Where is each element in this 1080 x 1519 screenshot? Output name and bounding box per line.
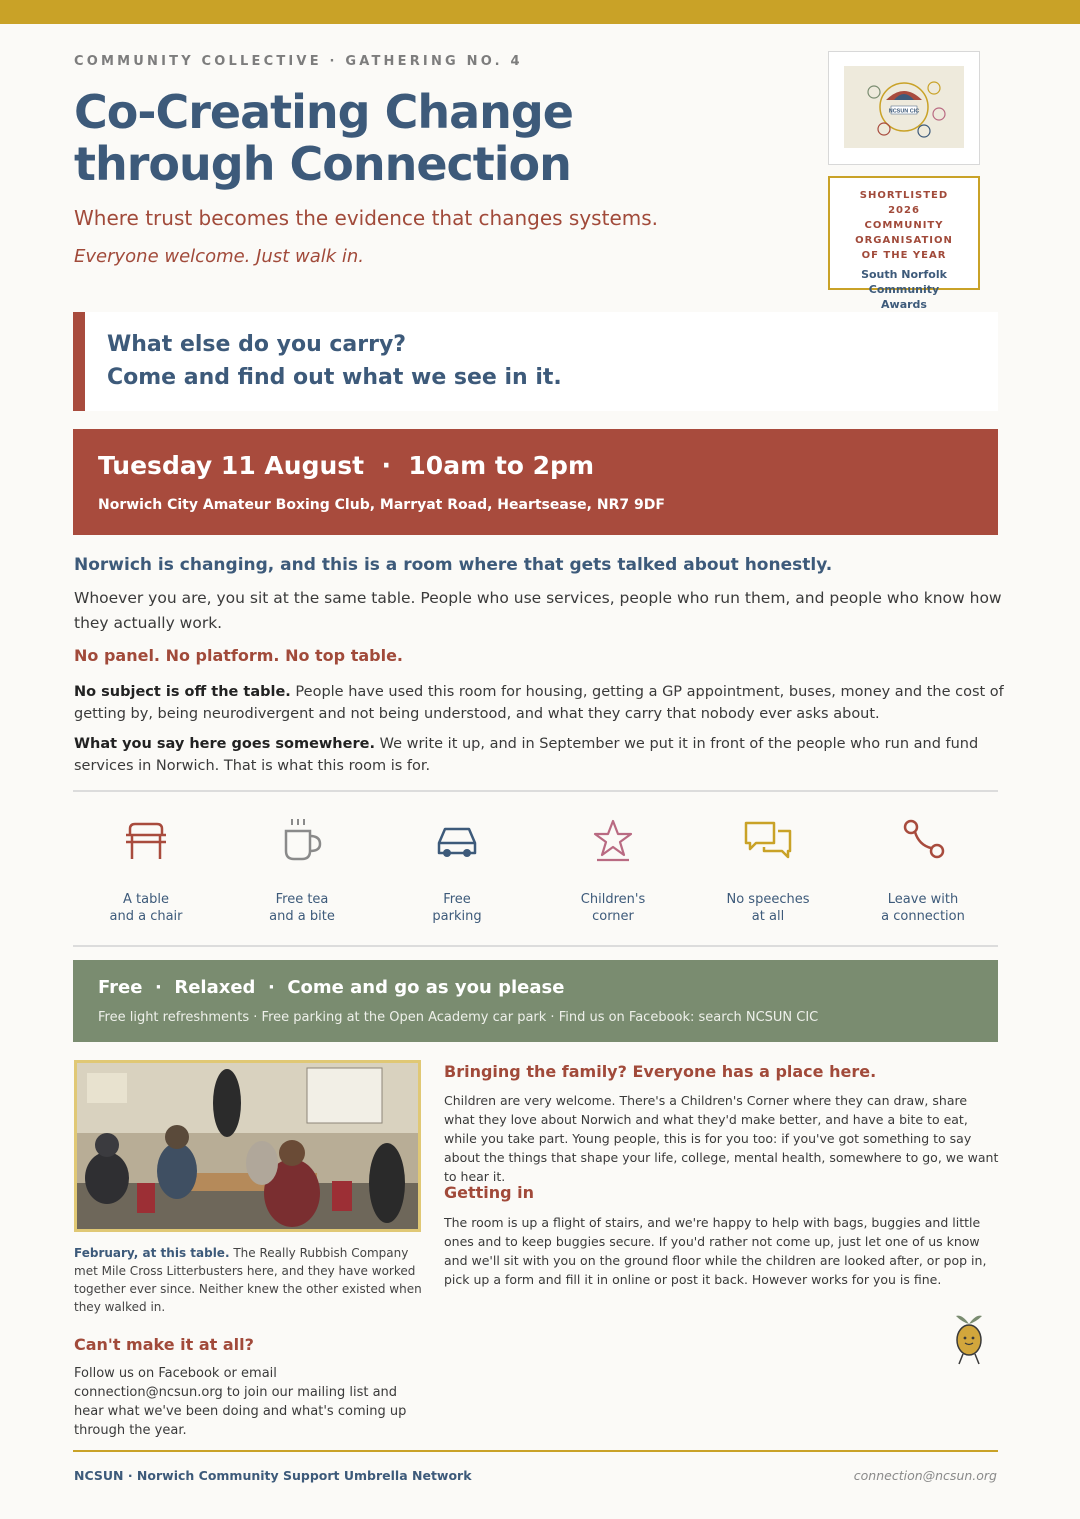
footer-org-name: NCSUN · Norwich Community Support Umbrella Network (74, 1468, 472, 1483)
no-subject-text: People have used this room for housing, getting a GP appointment, buses, money and the cost of getting by, being neurodivergent and not being understood, and what they carry that nobody ever asks about. (74, 684, 1004, 722)
car-icon (433, 815, 481, 863)
getting-in-heading: Getting in (444, 1183, 535, 1202)
connection-icon (899, 815, 947, 863)
speech-bubbles-icon (742, 815, 794, 863)
footer-email[interactable]: connection@ncsun.org (853, 1468, 997, 1483)
star-icon (589, 815, 637, 863)
logo-text: NCSUN CIC (888, 108, 920, 115)
award-name: South Norfolk Community Awards (861, 268, 947, 311)
family-heading: Bringing the family? Everyone has a place here. (444, 1062, 877, 1081)
feature-table (68, 815, 224, 925)
cant-make-text: Follow us on Facebook or email connection@ncsun.org to join our mailing list and hear what we've been doing and what's coming up through the year. (74, 1366, 407, 1438)
top-accent-bar (0, 0, 1080, 24)
event-details-banner (73, 429, 998, 535)
ncsun-logo (828, 51, 980, 165)
goes-somewhere-paragraph (74, 733, 1009, 777)
feature-label: No speeches at all (726, 892, 810, 924)
table-icon (122, 815, 170, 863)
goes-somewhere-bold: What you say here goes somewhere. (74, 736, 375, 752)
callout-box (73, 312, 998, 411)
photo-illustration (77, 1063, 418, 1229)
award-title: SHORTLISTED 2026 COMMUNITY ORGANISATION OF THE YEAR (855, 190, 953, 261)
title-line-2: through Connection (74, 137, 571, 191)
goes-somewhere-text: We write it up, and in September we put it in front of the people who run and fund services in Norwich. That is what this room is for. (74, 736, 979, 774)
intro-lead: Norwich is changing, and this is a room where that gets talked about honestly. (74, 555, 833, 575)
award-badge (828, 176, 980, 311)
divider-top (73, 790, 998, 792)
cant-make-heading: Can't make it at all? (74, 1335, 254, 1354)
footer-rule (73, 1450, 998, 1452)
event-venue: Norwich City Amateur Boxing Club, Marryat Road, Heartsease, NR7 9DF (98, 497, 665, 513)
feature-label: Free tea and a bite (269, 892, 335, 924)
feature-label: A table and a chair (109, 892, 183, 924)
cup-icon (278, 815, 326, 863)
welcome-line: Everyone welcome. Just walk in. (74, 246, 365, 267)
feature-parking (379, 815, 535, 925)
feature-tea (224, 815, 380, 925)
intro-paragraph: Whoever you are, you sit at the same table. People who use services, people who run them, and people who know how they actually work. (74, 589, 1002, 632)
divider-bottom (73, 945, 998, 947)
feature-no-speeches (690, 815, 846, 925)
no-subject-paragraph (74, 681, 1009, 725)
logo-graphic (844, 66, 964, 148)
seed-mascot-icon (950, 1310, 988, 1368)
subtitle: Where trust becomes the evidence that changes systems. (74, 206, 659, 230)
banner-headline: Free · Relaxed · Come and go as you please (98, 977, 565, 998)
no-subject-bold: No subject is off the table. (74, 684, 291, 700)
banner-details: Free light refreshments · Free parking at the Open Academy car park · Find us on Facebook: search NCSUN CIC (98, 1010, 819, 1025)
page-title (74, 86, 794, 190)
caption-bold: February, at this table. (74, 1246, 230, 1260)
event-photo (74, 1060, 421, 1232)
getting-in-text: The room is up a flight of stairs, and we're happy to help with bags, buggies and little ones and to keep buggies secure. If you'd rather not come up, just let one of us know and we'll sit with you on the ground floor while the children are looked after, or pop in, pick up a form and fill it in online or post it back. However works for you is fine. (444, 1215, 987, 1287)
feature-label: Children's corner (580, 892, 646, 924)
eyebrow-text: COMMUNITY COLLECTIVE · GATHERING NO. 4 (74, 54, 523, 69)
logo-image (844, 66, 964, 148)
family-text: Children are very welcome. There's a Children's Corner where they can draw, share what they love about Norwich and what they'd make better, and have a bite to eat, while you take part. Young people, this is for you too: if you've got something to say about the things that shape your life, college, mental health, somewhere to go, we want to hear it. (444, 1093, 999, 1184)
info-banner (73, 960, 998, 1042)
feature-connection (845, 815, 1001, 925)
feature-childrens-corner (535, 815, 691, 925)
callout-line-1: What else do you carry? (107, 332, 407, 357)
title-line-1: Co-Creating Change (74, 85, 574, 139)
no-panel-statement: No panel. No platform. No top table. (74, 646, 404, 665)
feature-label: Leave with a connection (881, 892, 965, 924)
callout-line-2: Come and find out what we see in it. (107, 365, 562, 390)
event-datetime: Tuesday 11 August · 10am to 2pm (98, 451, 594, 480)
photo-caption (74, 1244, 424, 1316)
caption-text: The Really Rubbish Company met Mile Cross Litterbusters here, and they have worked together ever since. Neither knew the other existed when they walked in. (74, 1246, 422, 1314)
feature-label: Free parking (432, 892, 482, 924)
